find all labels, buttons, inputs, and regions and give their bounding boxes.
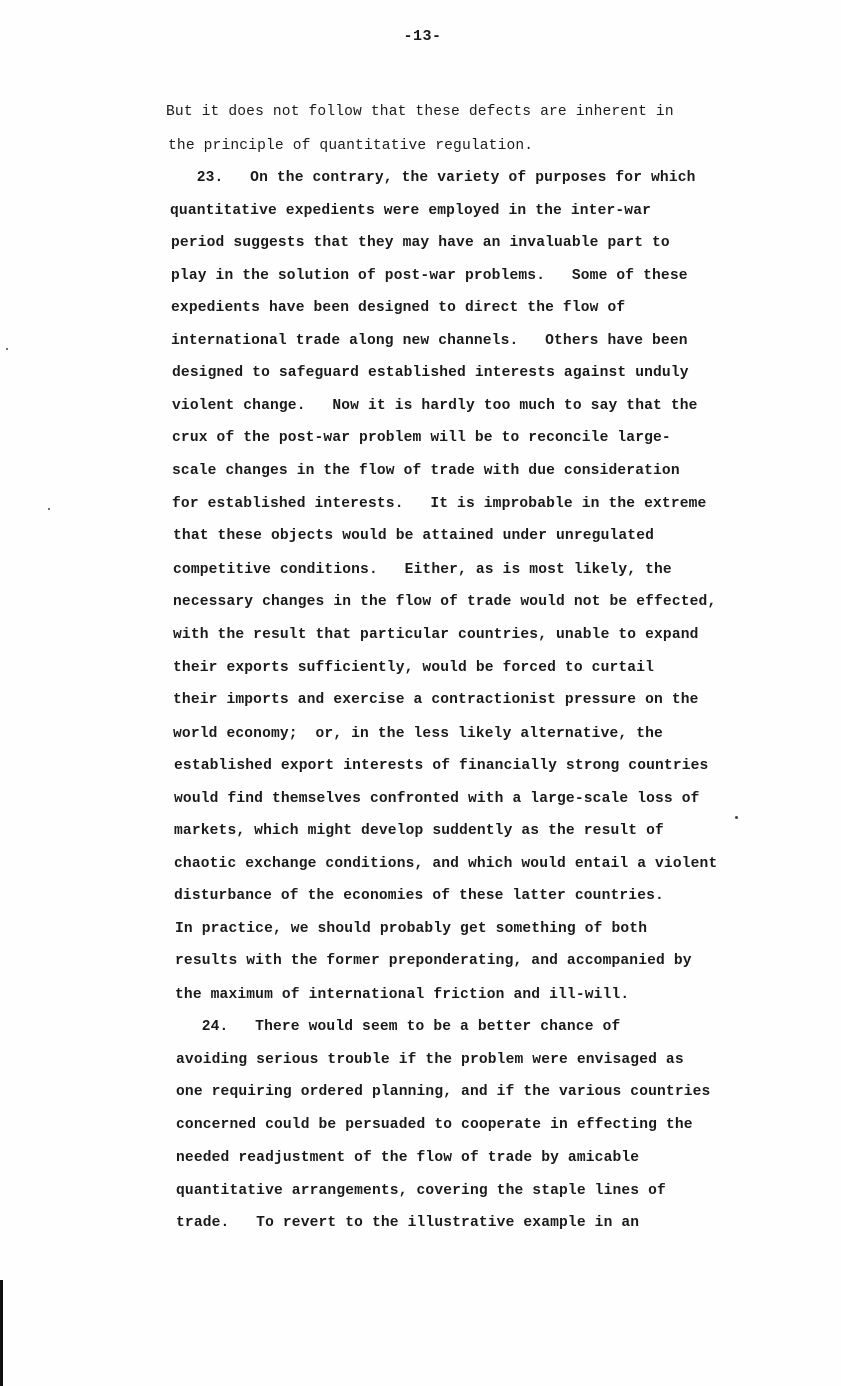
text-line: disturbance of the economies of these latter countries. (174, 888, 664, 904)
text-line: markets, which might develop suddently as the result of (174, 823, 664, 839)
text-line: necessary changes in the flow of trade would not be effected, (173, 594, 717, 610)
text-line: trade. To revert to the illustrative example in an (176, 1215, 640, 1231)
text-line: competitive conditions. Either, as is most likely, the (173, 562, 672, 578)
text-line: with the result that particular countries, unable to expand (173, 627, 699, 643)
text-line: one requiring ordered planning, and if the various countries (176, 1084, 711, 1100)
text-line: concerned could be persuaded to cooperate in effecting the (176, 1117, 693, 1133)
text-line: avoiding serious trouble if the problem were envisaged as (176, 1052, 684, 1068)
text-line: quantitative arrangements, covering the staple lines of (176, 1183, 666, 1199)
text-line: international trade along new channels. Others have been (171, 333, 688, 349)
text-line: quantitative expedients were employed in the inter-war (170, 203, 652, 219)
text-line: designed to safeguard established interests against unduly (172, 365, 689, 381)
text-line: 24. There would seem to be a better chance of (175, 1019, 621, 1035)
text-line: chaotic exchange conditions, and which would entail a violent (174, 856, 718, 872)
text-line: In practice, we should probably get something of both (175, 921, 648, 937)
scan-speck (48, 508, 50, 510)
text-line: violent change. Now it is hardly too much to say that the (172, 398, 698, 414)
scan-edge-mark (0, 1280, 3, 1386)
scan-speck (6, 348, 8, 350)
text-line: for established interests. It is improbable in the extreme (172, 496, 707, 512)
text-line: play in the solution of post-war problems. Some of these (171, 268, 688, 284)
text-line: established export interests of financially strong countries (174, 758, 709, 774)
text-line: their imports and exercise a contractionist pressure on the (173, 692, 699, 708)
text-line: that these objects would be attained under unregulated (173, 528, 655, 544)
text-line: crux of the post-war problem will be to reconcile large- (172, 430, 671, 446)
page-number: -13- (403, 28, 442, 45)
text-line: the principle of quantitative regulation. (168, 138, 534, 154)
text-line: 23. On the contrary, the variety of purposes for which (170, 170, 696, 186)
text-line: scale changes in the flow of trade with due consideration (172, 463, 680, 479)
text-line: results with the former preponderating, and accompanied by (175, 953, 692, 969)
text-line: expedients have been designed to direct the flow of (171, 300, 626, 316)
text-line: period suggests that they may have an invaluable part to (171, 235, 670, 251)
scan-speck (735, 816, 738, 819)
text-line: world economy; or, in the less likely alternative, the (173, 726, 663, 742)
text-line: their exports sufficiently, would be forced to curtail (173, 660, 655, 676)
text-line: the maximum of international friction and ill-will. (175, 987, 630, 1003)
text-line: needed readjustment of the flow of trade by amicable (176, 1150, 640, 1166)
text-line: But it does not follow that these defects are inherent in (166, 104, 674, 120)
text-line: would find themselves confronted with a large-scale loss of (174, 791, 700, 807)
